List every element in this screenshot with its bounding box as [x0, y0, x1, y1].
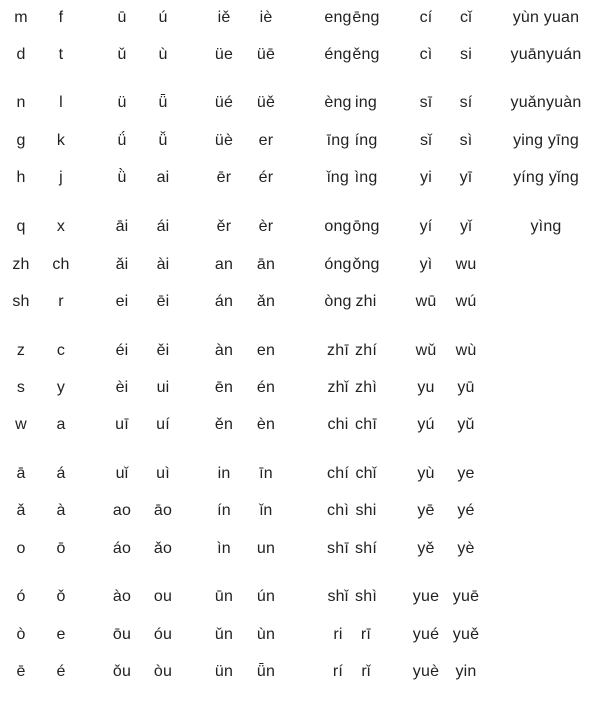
syllable-cell: àn: [214, 342, 234, 359]
syllable-cell: ú: [158, 9, 168, 26]
syllable-cell: yu: [417, 379, 435, 396]
syllable-cell: ün: [214, 663, 234, 680]
syllable-cell: ēr: [216, 169, 232, 186]
syllable-cell: ěn: [214, 416, 234, 433]
syllable-cell: ǎo: [153, 540, 173, 557]
syllable-cell: chǐ: [355, 465, 377, 482]
syllable-cell: ěng: [352, 46, 380, 63]
syllable-cell: sí: [459, 94, 473, 111]
syllable-cell: c: [56, 342, 66, 359]
syllable-cell: yi: [420, 169, 432, 186]
syllable-cell: ing: [355, 94, 377, 111]
syllable-cell: a: [56, 416, 66, 433]
syllable-cell: uì: [156, 465, 170, 482]
syllable-cell: cí: [419, 9, 433, 26]
syllable-cell: īn: [259, 465, 273, 482]
syllable-cell: ǔn: [214, 626, 234, 643]
syllable-cell: ong: [324, 218, 352, 235]
syllable-cell: üè: [214, 132, 234, 149]
table-row: [0, 534, 600, 564]
syllable-cell: ou: [153, 588, 173, 605]
syllable-cell: ēng: [352, 9, 380, 26]
syllable-cell: ū: [117, 9, 127, 26]
syllable-cell: ūn: [214, 588, 234, 605]
syllable-cell: ǒu: [112, 663, 132, 680]
syllable-cell: yǐ: [460, 218, 472, 235]
syllable-cell: [496, 657, 596, 687]
syllable-cell: ào: [112, 588, 132, 605]
syllable-cell: éng: [324, 46, 352, 63]
syllable-cell: [496, 250, 596, 280]
syllable-cell: ōu: [112, 626, 132, 643]
syllable-cell: chī: [355, 416, 377, 433]
syllable-cell: āo: [153, 502, 173, 519]
table-row: [0, 163, 600, 193]
syllable-cell: [496, 287, 596, 317]
syllable-cell: ǒng: [352, 256, 380, 273]
syllable-cell: òu: [153, 663, 173, 680]
syllable-cell: o: [16, 540, 26, 557]
syllable-cell: cǐ: [460, 9, 472, 26]
syllable-cell: yù: [417, 465, 435, 482]
syllable-cell: zhǐ: [327, 379, 349, 396]
syllable-cell: ēn: [214, 379, 234, 396]
syllable-cell: sī: [419, 94, 433, 111]
table-row: [0, 657, 600, 687]
syllable-cell: óu: [153, 626, 173, 643]
table-row: [0, 287, 600, 317]
syllable-cell: [496, 534, 596, 564]
syllable-cell: yué: [412, 626, 440, 643]
syllable-cell: zhi: [355, 293, 377, 310]
table-row: [0, 336, 600, 366]
syllable-cell: ún: [256, 588, 276, 605]
syllable-cell: īng: [326, 132, 350, 149]
syllable-cell: g: [16, 132, 26, 149]
syllable-cell: èi: [115, 379, 129, 396]
syllable-cell: uí: [156, 416, 170, 433]
syllable-cell: wú: [455, 293, 477, 310]
syllable-cell: chì: [327, 502, 349, 519]
syllable-cell: ǜ: [117, 169, 127, 186]
syllable-cell: in: [217, 465, 231, 482]
syllable-cell: sì: [459, 132, 473, 149]
table-row: [0, 250, 600, 280]
syllable-cell: üē: [256, 46, 276, 63]
table-row: [0, 496, 600, 526]
syllable-cell: t: [58, 46, 64, 63]
syllable-cell: yíng yǐng: [513, 169, 579, 186]
syllable-cell: ā: [16, 465, 26, 482]
syllable-cell: j: [59, 169, 63, 186]
syllable-cell: yū: [457, 379, 475, 396]
syllable-cell: ri: [333, 626, 343, 643]
table-row: [0, 373, 600, 403]
syllable-cell: un: [256, 540, 276, 557]
syllable-cell: sǐ: [420, 132, 432, 149]
syllable-cell: e: [56, 626, 66, 643]
syllable-cell: [496, 620, 596, 650]
syllable-cell: ōng: [352, 218, 380, 235]
syllable-cell: sh: [12, 293, 30, 310]
syllable-cell: ǎ: [16, 502, 26, 519]
syllable-cell: rǐ: [361, 663, 371, 680]
syllable-cell: íng: [354, 132, 378, 149]
syllable-cell: chi: [327, 416, 349, 433]
syllable-cell: én: [256, 379, 276, 396]
syllable-cell: [496, 373, 596, 403]
syllable-cell: á: [56, 465, 66, 482]
syllable-cell: m: [14, 9, 28, 26]
syllable-cell: ín: [217, 502, 231, 519]
syllable-cell: zhī: [327, 342, 349, 359]
syllable-cell: uǐ: [115, 465, 129, 482]
syllable-cell: yùn yuan: [512, 9, 580, 26]
syllable-cell: òng: [324, 293, 352, 310]
syllable-cell: wù: [455, 342, 477, 359]
syllable-cell: án: [214, 293, 234, 310]
syllable-cell: āi: [115, 218, 129, 235]
syllable-cell: shí: [355, 540, 377, 557]
syllable-cell: ǘ: [117, 132, 127, 149]
syllable-cell: yuè: [412, 663, 440, 680]
table-row: [0, 88, 600, 118]
syllable-cell: ǖ: [158, 94, 168, 111]
syllable-cell: ǚ: [158, 132, 168, 149]
syllable-cell: éi: [115, 342, 129, 359]
table-row: [0, 212, 600, 242]
syllable-cell: f: [58, 9, 64, 26]
syllable-cell: shi: [355, 502, 377, 519]
syllable-cell: r: [58, 293, 64, 310]
syllable-cell: ìn: [217, 540, 231, 557]
syllable-cell: [496, 459, 596, 489]
syllable-cell: yè: [457, 540, 475, 557]
syllable-cell: èng: [324, 94, 352, 111]
syllable-cell: an: [214, 256, 234, 273]
syllable-cell: x: [56, 218, 66, 235]
syllable-cell: [496, 496, 596, 526]
syllable-cell: ěi: [156, 342, 170, 359]
syllable-cell: iè: [259, 9, 273, 26]
syllable-cell: ō: [56, 540, 66, 557]
syllable-cell: [496, 410, 596, 440]
syllable-cell: chí: [327, 465, 349, 482]
syllable-cell: yin: [455, 663, 477, 680]
syllable-cell: à: [56, 502, 66, 519]
syllable-cell: ěr: [216, 218, 232, 235]
syllable-cell: y: [56, 379, 66, 396]
syllable-cell: ǖn: [256, 663, 276, 680]
syllable-cell: ao: [112, 502, 132, 519]
table-row: [0, 126, 600, 156]
syllable-cell: yě: [417, 540, 435, 557]
syllable-cell: yuānyuán: [510, 46, 582, 63]
syllable-cell: yú: [417, 416, 435, 433]
syllable-cell: yí: [419, 218, 433, 235]
syllable-cell: ìng: [354, 169, 378, 186]
syllable-cell: ǐng: [327, 169, 349, 186]
syllable-cell: l: [59, 94, 63, 111]
syllable-cell: ui: [156, 379, 170, 396]
table-row: [0, 582, 600, 612]
syllable-cell: óng: [324, 256, 352, 273]
syllable-cell: yī: [459, 169, 473, 186]
syllable-cell: h: [16, 169, 26, 186]
table-row: [0, 3, 600, 33]
syllable-cell: ān: [256, 256, 276, 273]
syllable-cell: é: [56, 663, 66, 680]
syllable-cell: shī: [327, 540, 349, 557]
syllable-cell: yue: [412, 588, 440, 605]
syllable-cell: zh: [12, 256, 30, 273]
syllable-cell: ai: [156, 169, 170, 186]
syllable-cell: èr: [258, 218, 274, 235]
syllable-cell: ǎn: [256, 293, 276, 310]
syllable-cell: iě: [217, 9, 231, 26]
syllable-cell: üe: [214, 46, 234, 63]
syllable-cell: ǎi: [115, 256, 129, 273]
syllable-cell: shì: [355, 588, 377, 605]
syllable-cell: ǒ: [56, 588, 66, 605]
syllable-cell: yuě: [452, 626, 480, 643]
syllable-cell: k: [56, 132, 66, 149]
syllable-cell: [496, 336, 596, 366]
syllable-cell: ér: [258, 169, 274, 186]
syllable-cell: [496, 582, 596, 612]
syllable-cell: uī: [115, 416, 129, 433]
table-row: [0, 410, 600, 440]
syllable-cell: wǔ: [415, 342, 437, 359]
syllable-cell: si: [460, 46, 472, 63]
table-row: [0, 40, 600, 70]
syllable-cell: cì: [419, 46, 433, 63]
syllable-cell: w: [15, 416, 27, 433]
syllable-cell: rī: [360, 626, 372, 643]
syllable-cell: s: [16, 379, 26, 396]
syllable-cell: ái: [156, 218, 170, 235]
syllable-cell: ü: [117, 94, 127, 111]
syllable-cell: ùn: [256, 626, 276, 643]
syllable-cell: shǐ: [327, 588, 349, 605]
syllable-cell: d: [16, 46, 26, 63]
syllable-cell: áo: [112, 540, 132, 557]
syllable-cell: q: [16, 218, 26, 235]
syllable-cell: wū: [415, 293, 437, 310]
syllable-cell: rí: [332, 663, 344, 680]
syllable-cell: yuǎnyuàn: [510, 94, 582, 111]
syllable-cell: z: [16, 342, 26, 359]
syllable-cell: zhì: [355, 379, 377, 396]
syllable-cell: er: [258, 132, 274, 149]
syllable-cell: ying yīng: [513, 132, 579, 149]
syllable-cell: ēi: [156, 293, 170, 310]
syllable-cell: ó: [16, 588, 26, 605]
syllable-cell: eng: [324, 9, 352, 26]
syllable-cell: ù: [158, 46, 168, 63]
table-row: [0, 459, 600, 489]
syllable-cell: ài: [156, 256, 170, 273]
syllable-cell: yì: [419, 256, 433, 273]
syllable-cell: üě: [256, 94, 276, 111]
table-row: [0, 620, 600, 650]
syllable-cell: ǔ: [117, 46, 127, 63]
syllable-cell: èn: [256, 416, 276, 433]
syllable-cell: yé: [457, 502, 475, 519]
syllable-cell: üé: [214, 94, 234, 111]
syllable-cell: ch: [52, 256, 70, 273]
syllable-cell: ē: [16, 663, 26, 680]
syllable-cell: ǐn: [259, 502, 273, 519]
syllable-cell: zhí: [355, 342, 377, 359]
syllable-cell: ei: [115, 293, 129, 310]
syllable-cell: ò: [16, 626, 26, 643]
syllable-cell: yuē: [452, 588, 480, 605]
syllable-cell: en: [256, 342, 276, 359]
syllable-cell: yē: [417, 502, 435, 519]
syllable-cell: n: [16, 94, 26, 111]
syllable-cell: yìng: [530, 218, 562, 235]
syllable-cell: ye: [457, 465, 475, 482]
syllable-cell: wu: [455, 256, 477, 273]
syllable-cell: yǔ: [457, 416, 475, 433]
